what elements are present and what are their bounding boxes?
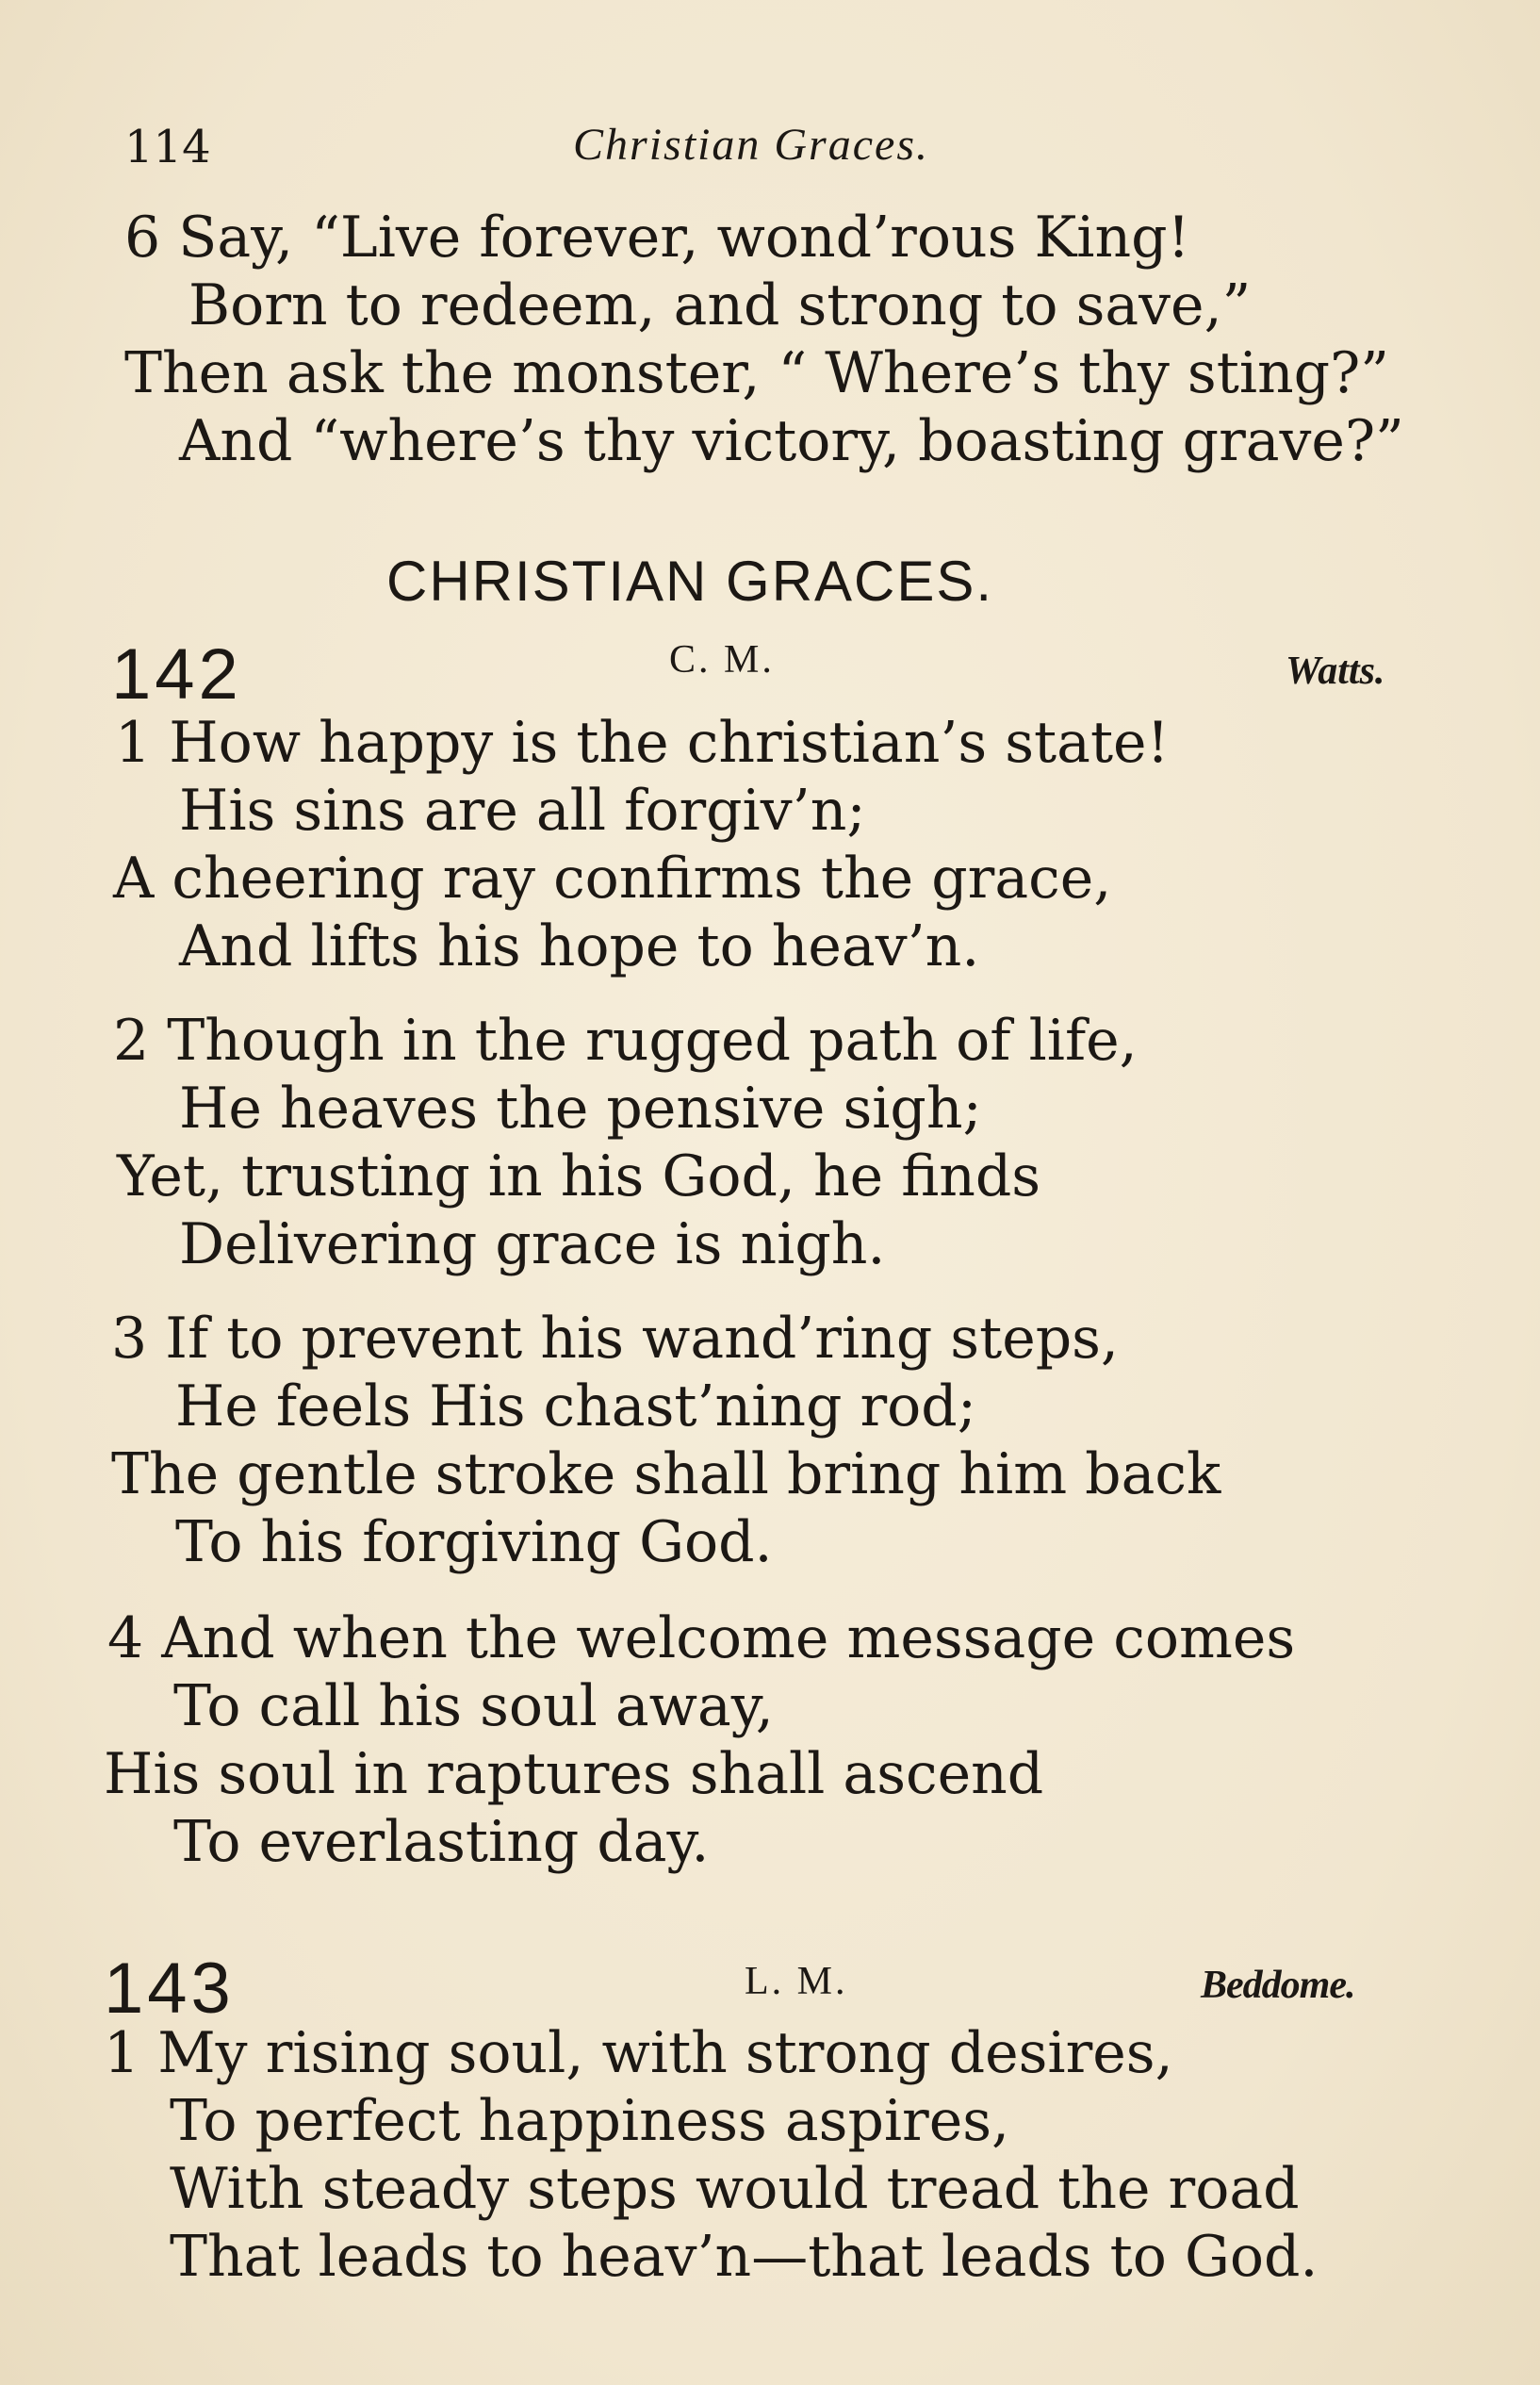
hymn-author: Watts. <box>1286 650 1385 693</box>
hymn-author: Beddome. <box>1201 1964 1355 2007</box>
verse-line: His sins are all forgiv’n; <box>179 778 866 844</box>
hymn-meter: C. M. <box>669 638 775 682</box>
section-title: CHRISTIAN GRACES. <box>386 550 994 613</box>
verse-line: To his forgiving God. <box>175 1509 773 1575</box>
verse-line: He feels His chast’ning rod; <box>175 1373 976 1439</box>
verse-line: Then ask the monster, “ Where’s thy sting?” <box>124 340 1389 406</box>
verse-line: The gentle stroke shall bring him back <box>111 1441 1221 1507</box>
verse-line: To everlasting day. <box>173 1809 710 1875</box>
verse-line: His soul in raptures shall ascend <box>104 1741 1044 1807</box>
verse-line: A cheering ray confirms the grace, <box>113 846 1112 912</box>
verse-line: 1 My rising soul, with strong desires, <box>104 2020 1173 2086</box>
verse-line: Born to redeem, and strong to save,” <box>188 272 1252 338</box>
verse-line: 3 If to prevent his wand’ring steps, <box>111 1306 1119 1372</box>
verse-line: 2 Though in the rugged path of life, <box>113 1008 1138 1074</box>
page-number: 114 <box>124 121 211 173</box>
verse-line: To perfect happiness aspires, <box>170 2088 1010 2154</box>
verse-line: Yet, trusting in his God, he finds <box>117 1143 1041 1209</box>
hymn-number: 143 <box>104 1949 235 2029</box>
verse-line: 1 How happy is the christian’s state! <box>115 710 1170 776</box>
verse-line: He heaves the pensive sigh; <box>179 1076 982 1142</box>
hymn-number: 142 <box>111 634 242 715</box>
verse-line: That leads to heav’n—that leads to God. <box>170 2224 1319 2290</box>
verse-line: 4 And when the welcome message comes <box>107 1605 1296 1671</box>
verse-line: To call his soul away, <box>173 1673 774 1739</box>
verse-line: And “where’s thy victory, boasting grave?” <box>179 408 1404 474</box>
verse-line: Delivering grace is nigh. <box>179 1211 886 1277</box>
verse-line: And lifts his hope to heav’n. <box>179 913 980 979</box>
hymn-meter: L. M. <box>745 1960 848 2003</box>
running-title: Christian Graces. <box>573 120 930 170</box>
verse-line: 6 Say, “Live forever, wond’rous King! <box>124 205 1190 271</box>
verse-line: With steady steps would tread the road <box>170 2156 1300 2222</box>
